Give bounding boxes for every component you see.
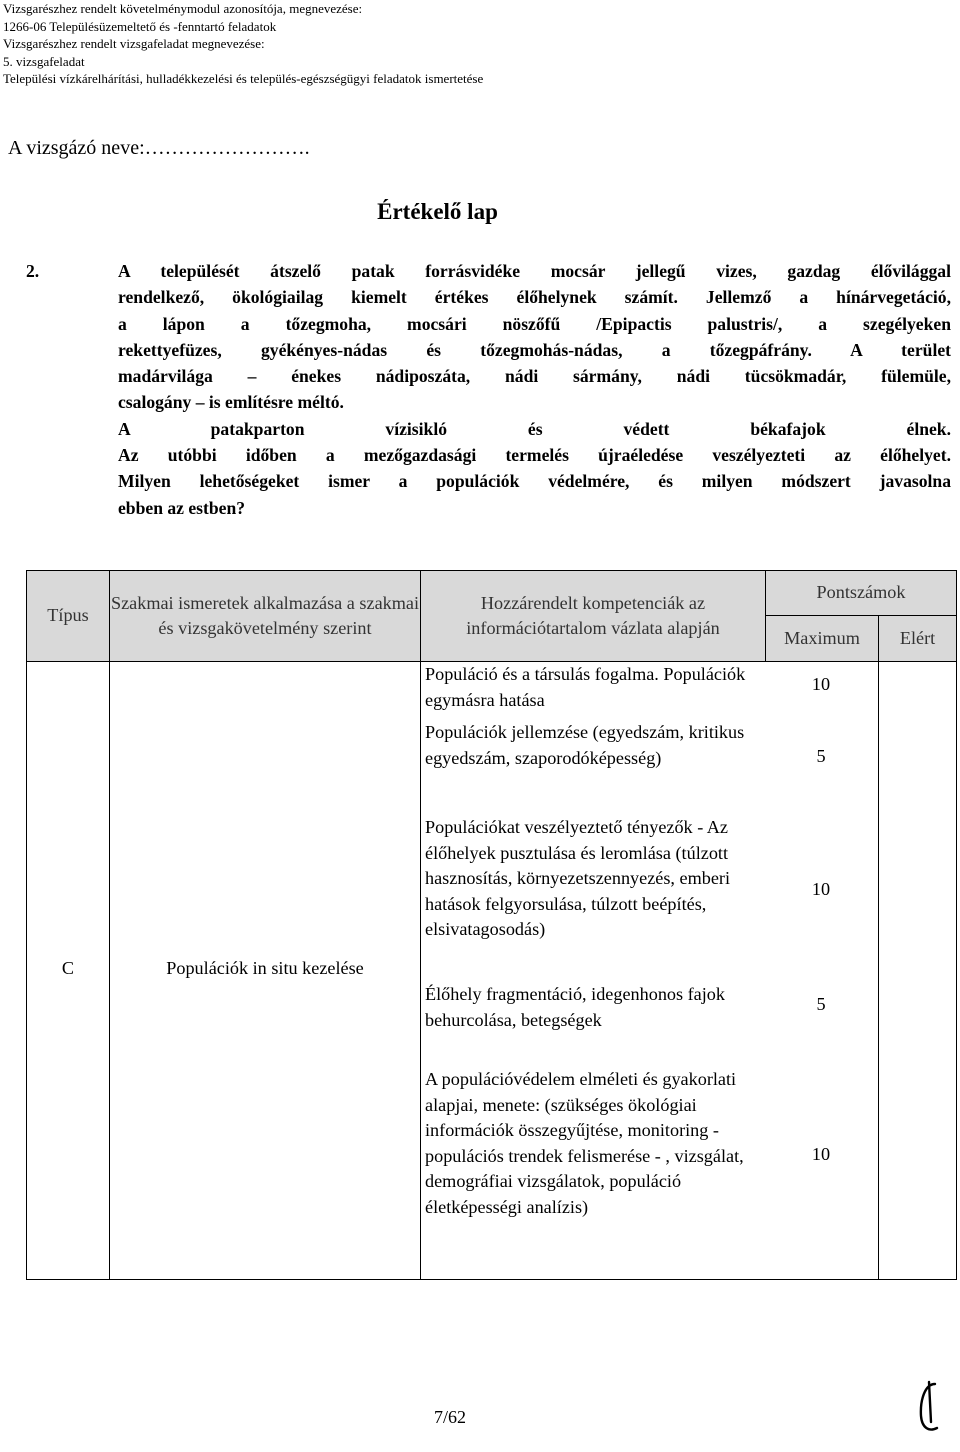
max-points: 10 — [811, 674, 831, 694]
skill-value: Populációk in situ kezelése — [166, 958, 364, 978]
task-text — [118, 258, 951, 521]
header-line: Települési vízkárelhárítási, hulladékkezelési és település-egészségügyi feladatok ismertetése — [3, 71, 484, 86]
task-number: 2. — [26, 261, 40, 281]
signature-mark — [915, 1378, 945, 1438]
task-line: ebben az estben? — [118, 497, 246, 518]
header-line: 5. vizsgafeladat — [3, 53, 85, 69]
header-line: Vizsgarészhez rendelt vizsgafeladat megnevezése: — [3, 36, 265, 51]
skill-cell — [110, 662, 421, 1280]
task-line: rendelkező, ökológiailag kiemelt értékes élőhelynek számít. Jellemző a hínárvegetáció, — [118, 287, 951, 308]
max-points: 5 — [816, 746, 826, 766]
competence-item: A populációvédelem elméleti és gyakorlati alapjai, menete: (szükséges ökológiai információk összegyűjtése, monitoring - populációs trendek felismerése - , vizsgálat, demográfiai vizsgálatok, populáció életképességi analízis) — [425, 1069, 744, 1217]
type-cell — [27, 662, 110, 1280]
document-header — [3, 0, 483, 88]
task-line: rekettyefüzes, gyékényes-nádas és tőzegmohás-nádas, a tőzegpáfrány. A terület — [118, 339, 951, 360]
header-competence: Hozzárendelt kompetenciák az információtartalom vázlata alapján — [421, 571, 766, 662]
evaluation-table — [26, 570, 957, 1280]
header-skill: Szakmai ismeretek alkalmazása a szakmai és vizsgakövetelmény szerint — [110, 571, 421, 662]
task-line: A patakparton vízisikló és védett békafajok élnek. — [118, 418, 951, 439]
task-line: madárvilága – énekes nádiposzáta, nádi sármány, nádi tücsökmadár, fülemüle, — [118, 366, 951, 387]
header-type: Típus — [27, 571, 110, 662]
page-title: Értékelő lap — [377, 199, 498, 224]
competence-item: Populáció és a társulás fogalma. Populációk egymásra hatása — [425, 664, 746, 710]
task-line: Az utóbbi időben a mezőgazdasági termelés újraéledése veszélyezteti az élőhelyet. — [118, 445, 951, 466]
competence-and-max-cell — [421, 662, 879, 1280]
page-number: 7/62 — [433, 1407, 466, 1427]
competence-item: Populációkat veszélyeztető tényezők - Az élőhelyek pusztulása és leromlása (túlzott hasznosítás, környezetszennyezés, emberi hatások felgyorsulása, túlzott beépítés, elsivatagosodás) — [425, 817, 731, 939]
competence-item: Élőhely fragmentáció, idegenhonos fajok behurcolása, betegségek — [425, 984, 725, 1030]
achieved-cell — [879, 662, 957, 1280]
task-line: csalogány – is említésre méltó. — [118, 392, 344, 413]
max-points: 10 — [811, 1144, 831, 1164]
task-line: A települését átszelő patak forrásvidéke mocsár jellegű vizes, gazdag élővilággal — [118, 261, 951, 281]
header-line: 1266-06 Településüzemeltető és -fenntartó feladatok — [3, 18, 277, 34]
task-line: a lápon a tőzegmoha, mocsári nöszőfű /Epipactis palustris/, a szegélyeken — [118, 313, 951, 334]
competence-item: Populációk jellemzése (egyedszám, kritikus egyedszám, szaporodóképesség) — [425, 722, 745, 768]
candidate-name-field: A vizsgázó neve:……………………. — [8, 137, 310, 159]
max-points: 5 — [816, 994, 826, 1014]
type-value: C — [61, 958, 75, 978]
header-line: Vizsgarészhez rendelt követelménymodul azonosítója, megnevezése: — [3, 1, 363, 16]
header-maximum: Maximum — [766, 616, 879, 662]
max-points: 10 — [811, 879, 831, 899]
task-line: Milyen lehetőségeket ismer a populációk védelmére, és milyen módszert javasolna — [118, 471, 951, 492]
header-achieved: Elért — [879, 616, 957, 662]
header-points: Pontszámok — [766, 571, 957, 616]
